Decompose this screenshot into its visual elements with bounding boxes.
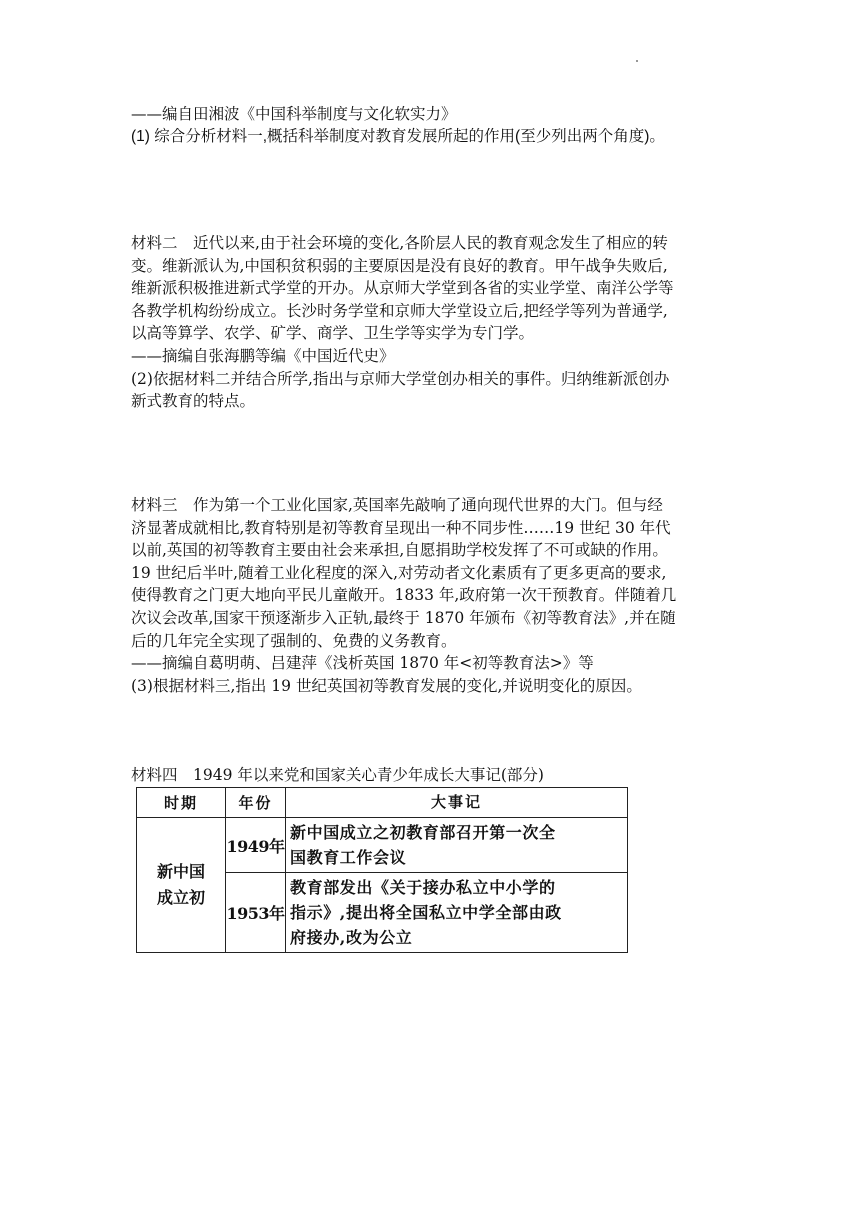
event-cell [286,818,628,873]
material3-line: 次议会改革,国家干预逐渐步入正轨,最终于 1870 年颁布《初等教育法》,并在随 [131,608,676,627]
question-2-line: 新式教育的特点。 [131,392,256,411]
material2-line: 变。维新派认为,中国积贫积弱的主要原因是没有良好的教育。甲午战争失败后, [131,256,668,275]
period-line: 新中国 [156,862,205,881]
material3-line: 19 世纪后半叶,随着工业化程度的深入,对劳动者文化素质有了更多更高的要求, [131,563,667,582]
event-line: 府接办,改为公立 [290,928,413,947]
event-line: 新中国成立之初教育部召开第一次全 [290,823,556,842]
material2-line: 各教学机构纷纷成立。长沙时务学堂和京师大学堂设立后,把经学等列为普通学, [131,301,668,320]
material2-line: 材料二 近代以来,由于社会环境的变化,各阶层人民的教育观念发生了相应的转 [131,234,668,252]
header-period: 时期 [137,788,226,818]
material3-line: 济显著成就相比,教育特别是初等教育呈现出一种不同步性……19 世纪 30 年代 [131,518,671,537]
event-line: 国教育工作会议 [290,848,407,867]
question-1: (1) 综合分析材料一,概括科举制度对教育发展所起的作用(至少列出两个角度)。 [131,127,665,145]
year-cell: 1953年 [226,873,286,953]
event-line: 指示》,提出将全国私立中学全部由政 [290,903,562,922]
page-dot-mark [636,60,638,62]
question-3: (3)根据材料三,指出 19 世纪英国初等教育发展的变化,并说明变化的原因。 [131,676,642,695]
material1-source: ——编自田湘波《中国科举制度与文化软实力》 [131,105,457,123]
year-cell: 1949年 [226,818,286,873]
material1-tail [131,103,731,148]
material2-source: ——摘编自张海鹏等编《中国近代史》 [131,346,395,365]
material4-block [131,764,731,787]
material2-line: 维新派积极推进新式学堂的开办。从京师大学堂到各省的实业学堂、南洋公学等 [131,279,674,298]
material3-block [131,494,731,697]
table-header-row [137,788,628,818]
material3-line: 使得教育之门更大地向平民儿童敞开。1833 年,政府第一次干预教育。伴随着几 [131,586,677,605]
event-cell [286,873,628,953]
question-2-line: (2)依据材料二并结合所学,指出与京师大学堂创办相关的事件。归纳维新派创办 [131,369,670,388]
header-year: 年份 [226,788,286,818]
material3-line: 后的几年完全实现了强制的、免费的义务教育。 [131,631,457,650]
material2-block [131,232,731,413]
events-table [136,787,628,953]
period-line: 成立初 [156,888,205,907]
material2-line: 以高等算学、农学、矿学、商学、卫生学等实学为专门学。 [131,324,535,343]
material3-source: ——摘编自葛明萌、吕建萍《浅析英国 1870 年<初等教育法>》等 [131,654,594,673]
material3-line: 以前,英国的初等教育主要由社会来承担,自愿捐助学校发挥了不可或缺的作用。 [131,541,668,560]
table-row [137,818,628,873]
material3-line: 材料三 作为第一个工业化国家,英国率先敲响了通向现代世界的大门。但与经 [131,496,663,514]
header-event: 大事记 [286,788,628,818]
period-cell [137,818,226,953]
event-line: 教育部发出《关于接办私立中小学的 [290,878,556,897]
material4-title: 材料四 1949 年以来党和国家关心青少年成长大事记(部分) [131,766,544,784]
